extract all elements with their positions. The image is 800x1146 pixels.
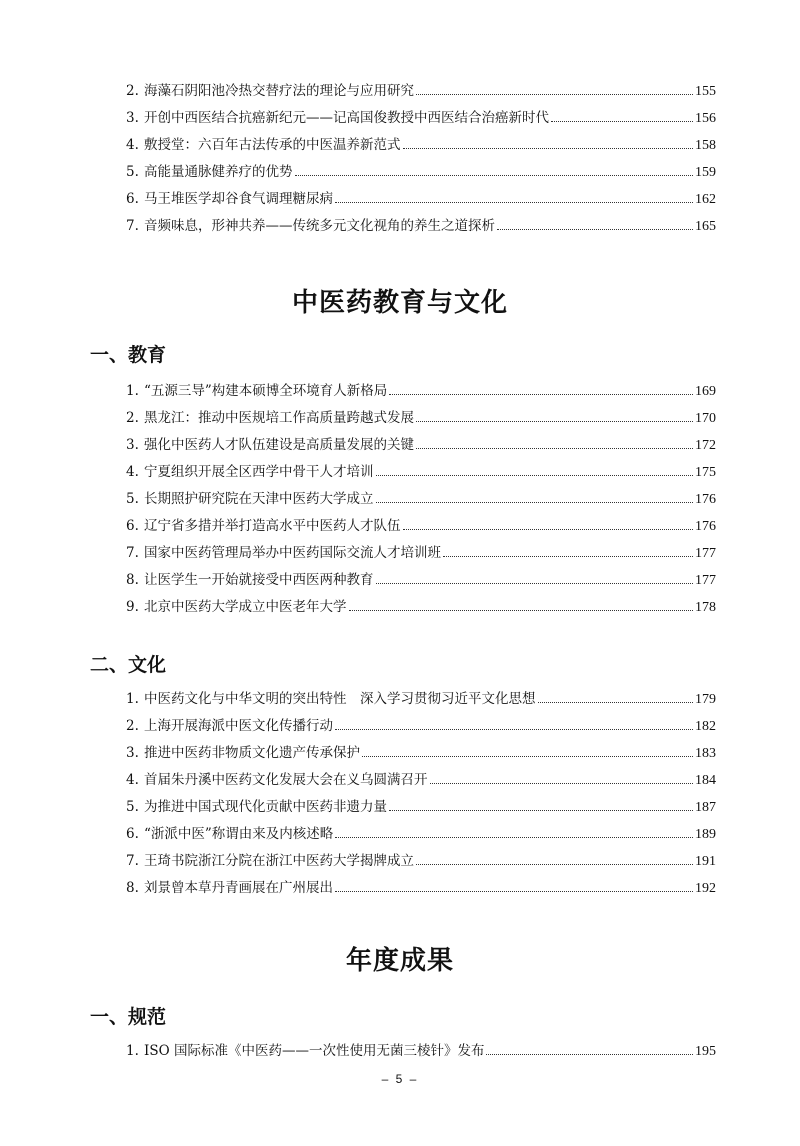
- dot-leader: [389, 394, 693, 395]
- toc-entry[interactable]: [126, 459, 716, 486]
- entry-number: 5.: [126, 799, 139, 815]
- dot-leader: [335, 202, 693, 203]
- entry-title: 国家中医药管理局举办中医药国际交流人才培训班: [144, 545, 441, 561]
- entry-page: 176: [695, 492, 716, 507]
- entry-title: 马王堆医学却谷食气调理糖尿病: [144, 191, 333, 207]
- dot-leader: [403, 148, 694, 149]
- toc-entry[interactable]: [126, 159, 716, 186]
- section-heading-norms: 一、规范: [90, 1006, 167, 1028]
- entry-number: 2.: [126, 410, 139, 426]
- dot-leader: [416, 421, 693, 422]
- toc-entry[interactable]: [126, 1038, 716, 1065]
- entry-title: 强化中医药人才队伍建设是高质量发展的关键: [144, 437, 414, 453]
- dot-leader: [443, 556, 693, 557]
- entry-number: 6.: [126, 518, 139, 534]
- entry-title: 黑龙江：推动中医规培工作高质量跨越式发展: [144, 410, 414, 426]
- dot-leader: [416, 94, 693, 95]
- entry-page: 178: [695, 600, 716, 615]
- toc-entry[interactable]: [126, 875, 716, 902]
- dot-leader: [430, 783, 694, 784]
- entry-page: 169: [695, 384, 716, 399]
- entry-page: 170: [695, 411, 716, 426]
- entry-page: 176: [695, 519, 716, 534]
- toc-entry[interactable]: [126, 378, 716, 405]
- entry-title: 高能量通脉健养疗的优势: [144, 164, 293, 180]
- dot-leader: [389, 810, 693, 811]
- entry-number: 2.: [126, 718, 139, 734]
- part-title-achievements: 年度成果: [345, 946, 454, 976]
- dot-leader: [497, 229, 693, 230]
- dot-leader: [376, 583, 694, 584]
- entry-title: ISO 国际标准《中医药——一次性使用无菌三棱针》发布: [144, 1043, 485, 1059]
- entry-number: 1.: [126, 691, 139, 707]
- entry-number: 4.: [126, 772, 139, 788]
- part-title-education-culture: 中医药教育与文化: [291, 288, 508, 318]
- entry-page: 177: [695, 573, 716, 588]
- dot-leader: [416, 448, 693, 449]
- toc-entry[interactable]: [126, 513, 716, 540]
- entry-number: 6.: [126, 826, 139, 842]
- section-heading-culture: 二、文化: [90, 654, 167, 676]
- entry-number: 3.: [126, 110, 139, 126]
- entry-page: 189: [695, 827, 716, 842]
- toc-list-norms: [126, 1038, 716, 1065]
- entry-number: 4.: [126, 137, 139, 153]
- dot-leader: [416, 864, 693, 865]
- entry-number: 7.: [126, 218, 139, 234]
- toc-entry[interactable]: [126, 567, 716, 594]
- entry-page: 182: [695, 719, 716, 734]
- entry-title: 王琦书院浙江分院在浙江中医药大学揭牌成立: [144, 853, 414, 869]
- dot-leader: [486, 1054, 693, 1055]
- toc-entry[interactable]: [126, 405, 716, 432]
- toc-entry[interactable]: [126, 848, 716, 875]
- dot-leader: [295, 175, 694, 176]
- entry-number: 4.: [126, 464, 139, 480]
- entry-page: 156: [695, 111, 716, 126]
- entry-page: 183: [695, 746, 716, 761]
- toc-entry[interactable]: [126, 105, 716, 132]
- toc-entry[interactable]: [126, 78, 716, 105]
- entry-title: “五源三导”构建本硕博全环境育人新格局: [144, 383, 388, 399]
- dot-leader: [349, 610, 694, 611]
- entry-page: 195: [695, 1044, 716, 1059]
- entry-page: 177: [695, 546, 716, 561]
- toc-list-education: [126, 378, 716, 621]
- toc-entry[interactable]: [126, 821, 716, 848]
- entry-title: 音频味息，形神共养——传统多元文化视角的养生之道探析: [144, 218, 495, 234]
- entry-page: 158: [695, 138, 716, 153]
- entry-page: 184: [695, 773, 716, 788]
- entry-title: 敷授堂：六百年古法传承的中医温养新范式: [144, 137, 401, 153]
- entry-number: 3.: [126, 437, 139, 453]
- toc-entry[interactable]: [126, 132, 716, 159]
- entry-title: “浙派中医”称谓由来及内核述略: [144, 826, 334, 842]
- entry-page: 192: [695, 881, 716, 896]
- entry-title: 宁夏组织开展全区西学中骨干人才培训: [144, 464, 374, 480]
- entry-number: 2.: [126, 83, 139, 99]
- toc-entry[interactable]: [126, 432, 716, 459]
- toc-entry[interactable]: [126, 486, 716, 513]
- entry-number: 1.: [126, 1043, 139, 1059]
- toc-list-section-a: [126, 78, 716, 240]
- toc-entry[interactable]: [126, 767, 716, 794]
- entry-title: 首届朱丹溪中医药文化发展大会在义乌圆满召开: [144, 772, 428, 788]
- page-number: – 5 –: [381, 1072, 419, 1086]
- entry-title: 为推进中国式现代化贡献中医药非遗力量: [144, 799, 387, 815]
- entry-number: 3.: [126, 745, 139, 761]
- section-heading-education: 一、教育: [90, 344, 167, 366]
- entry-title: 让医学生一开始就接受中西医两种教育: [144, 572, 374, 588]
- entry-number: 7.: [126, 545, 139, 561]
- entry-page: 179: [695, 692, 716, 707]
- entry-number: 8.: [126, 880, 139, 896]
- entry-page: 155: [695, 84, 716, 99]
- toc-entry[interactable]: [126, 686, 716, 713]
- entry-number: 5.: [126, 491, 139, 507]
- dot-leader: [335, 729, 693, 730]
- dot-leader: [376, 475, 694, 476]
- toc-entry[interactable]: [126, 794, 716, 821]
- entry-page: 187: [695, 800, 716, 815]
- entry-page: 159: [695, 165, 716, 180]
- toc-list-culture: [126, 686, 716, 902]
- dot-leader: [551, 121, 693, 122]
- toc-entry[interactable]: [126, 540, 716, 567]
- entry-title: 北京中医药大学成立中医老年大学: [144, 599, 347, 615]
- entry-page: 165: [695, 219, 716, 234]
- entry-title: 中医药文化与中华文明的突出特性 深入学习贯彻习近平文化思想: [144, 691, 536, 707]
- entry-title: 刘景曾本草丹青画展在广州展出: [144, 880, 333, 896]
- entry-page: 191: [695, 854, 716, 869]
- toc-entry[interactable]: [126, 186, 716, 213]
- entry-number: 5.: [126, 164, 139, 180]
- entry-title: 开创中西医结合抗癌新纪元——记高国俊教授中西医结合治癌新时代: [144, 110, 549, 126]
- entry-title: 海藻石阴阳池冷热交替疗法的理论与应用研究: [144, 83, 414, 99]
- entry-page: 162: [695, 192, 716, 207]
- toc-entry[interactable]: [126, 213, 716, 240]
- entry-number: 8.: [126, 572, 139, 588]
- dot-leader: [362, 756, 693, 757]
- entry-page: 172: [695, 438, 716, 453]
- entry-page: 175: [695, 465, 716, 480]
- entry-number: 7.: [126, 853, 139, 869]
- entry-number: 1.: [126, 383, 139, 399]
- entry-title: 推进中医药非物质文化遗产传承保护: [144, 745, 360, 761]
- entry-title: 长期照护研究院在天津中医药大学成立: [144, 491, 374, 507]
- dot-leader: [376, 502, 694, 503]
- dot-leader: [335, 891, 693, 892]
- entry-number: 9.: [126, 599, 139, 615]
- entry-title: 辽宁省多措并举打造高水平中医药人才队伍: [144, 518, 401, 534]
- entry-title: 上海开展海派中医文化传播行动: [144, 718, 333, 734]
- dot-leader: [403, 529, 694, 530]
- dot-leader: [538, 702, 694, 703]
- entry-number: 6.: [126, 191, 139, 207]
- toc-entry[interactable]: [126, 713, 716, 740]
- toc-entry[interactable]: [126, 740, 716, 767]
- toc-entry[interactable]: [126, 594, 716, 621]
- dot-leader: [335, 837, 693, 838]
